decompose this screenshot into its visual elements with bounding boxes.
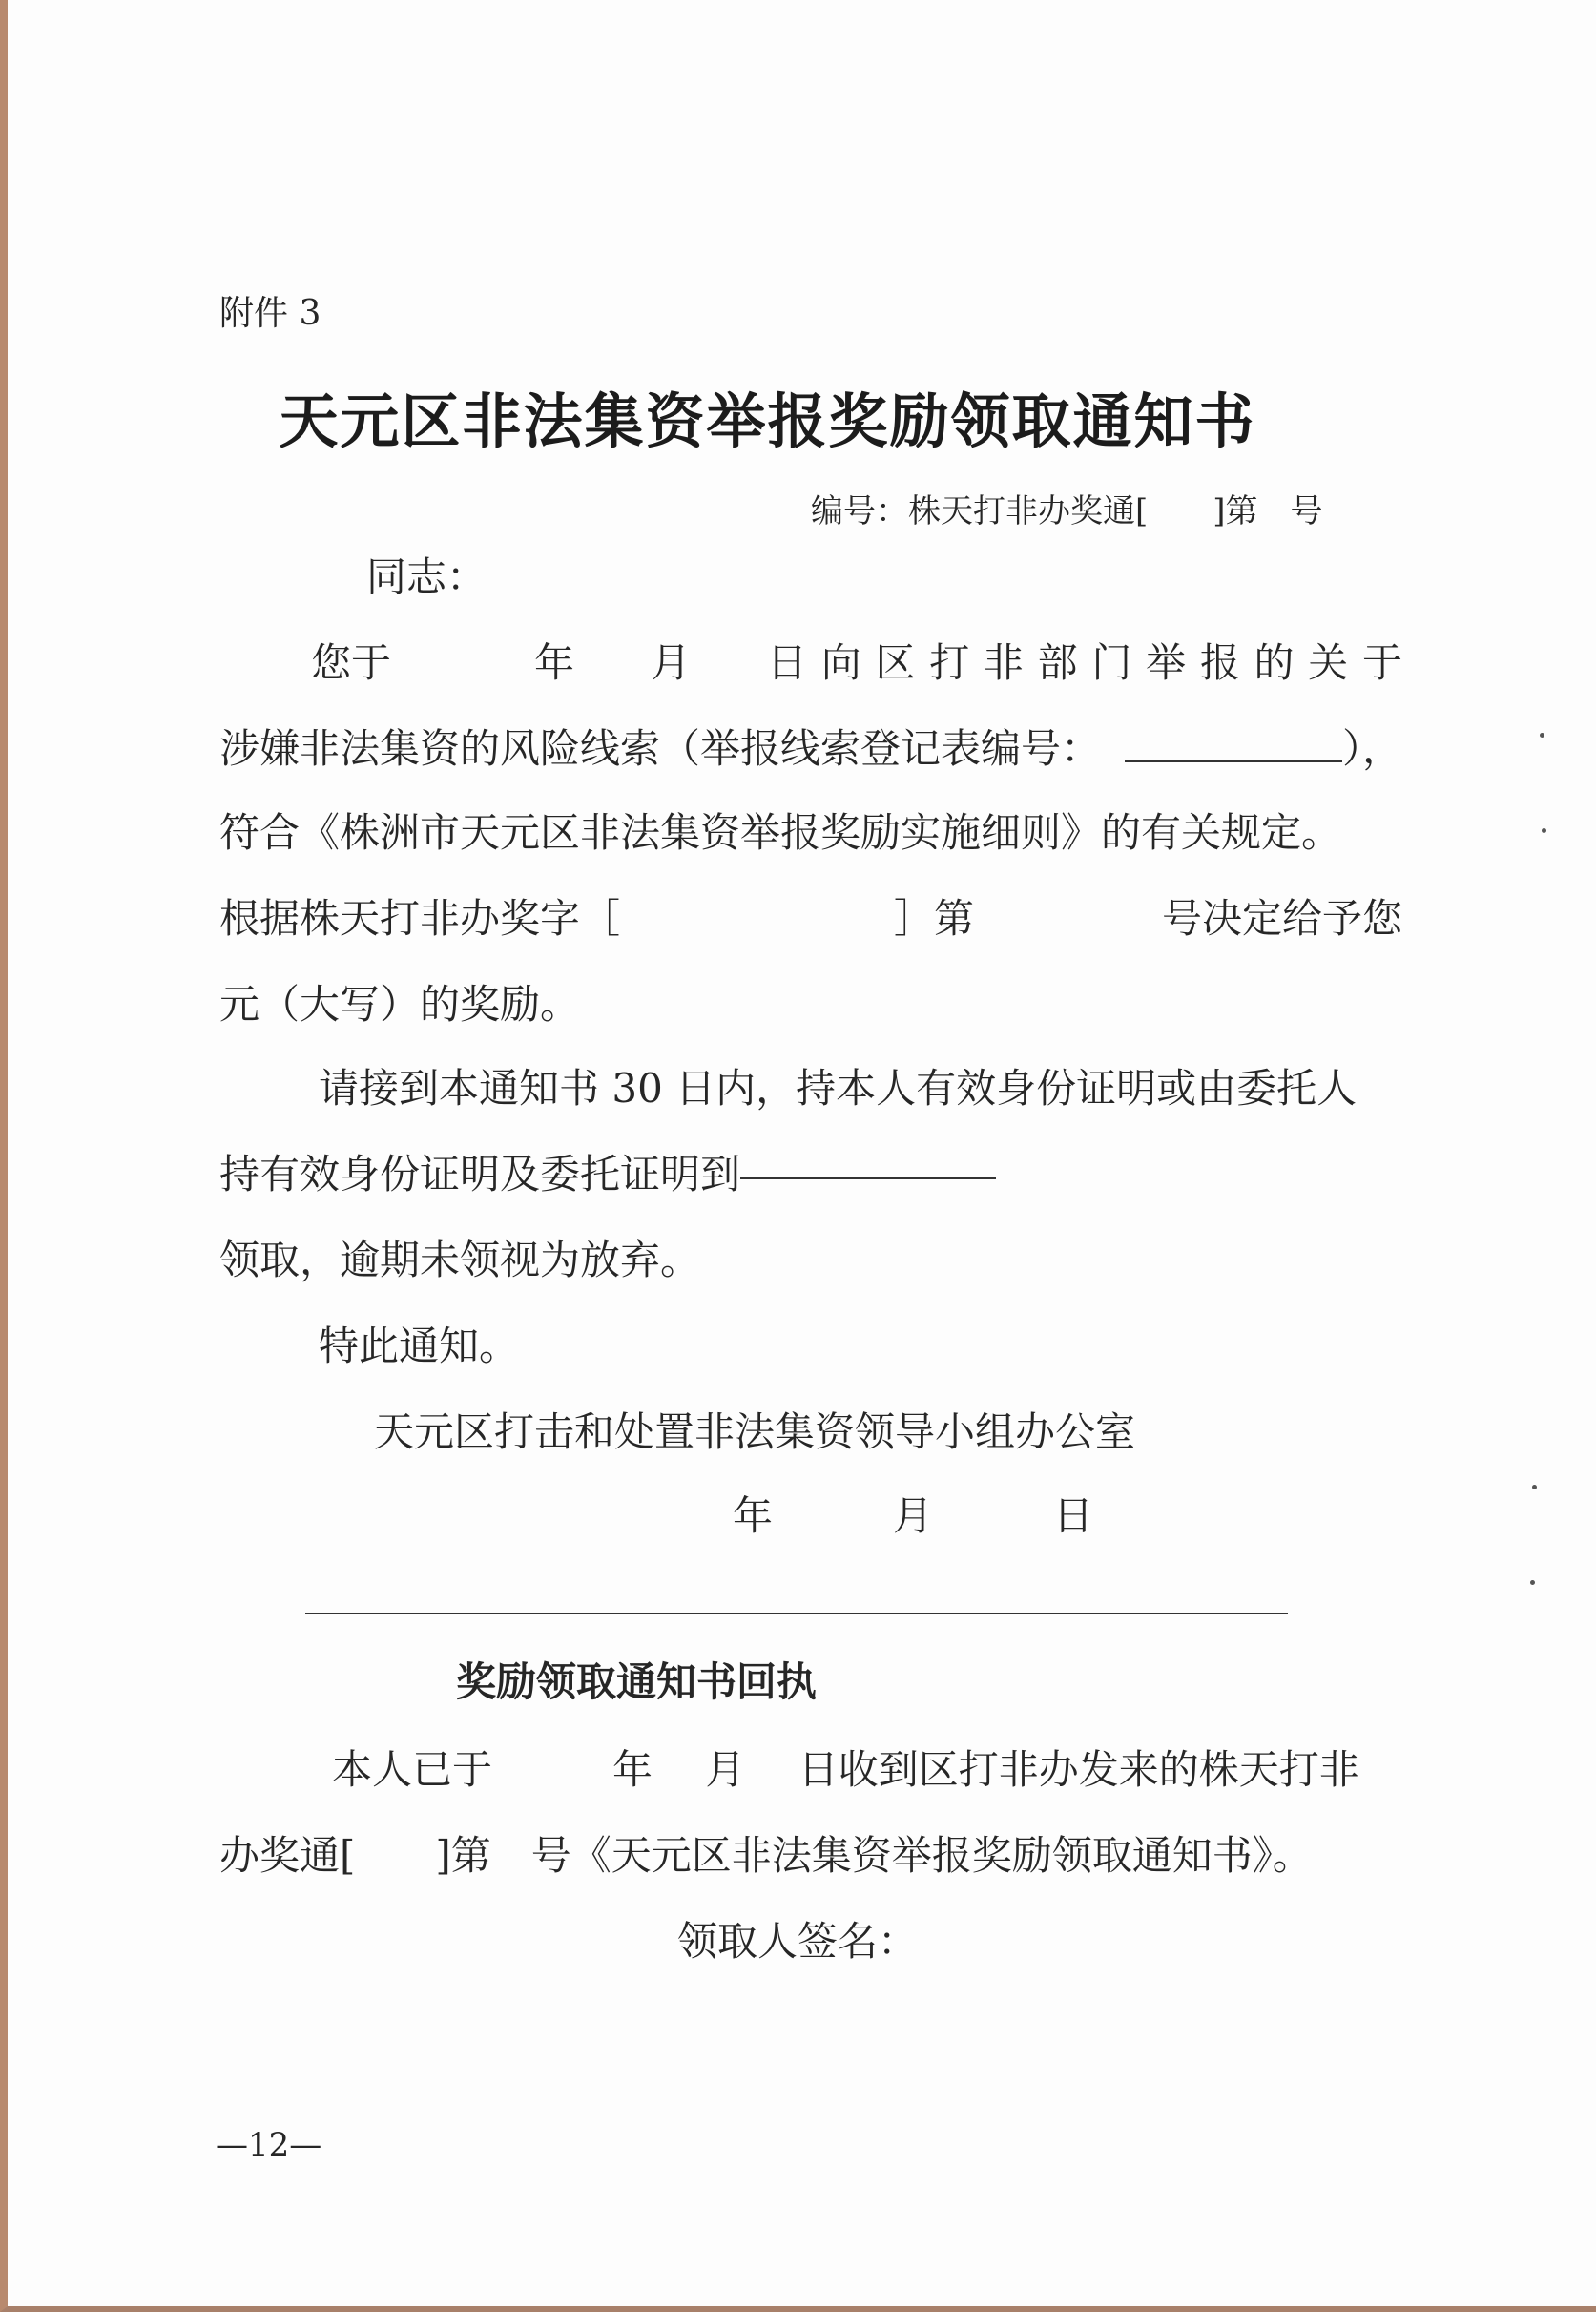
body-line-4 [219,887,1402,945]
document-title: 天元区非法集资举报奖励领取通知书 [279,386,1256,456]
body-text: 元（大写）的奖励。 [219,981,581,1028]
body-line-6 [219,1057,1402,1114]
body-text: 涉嫌非法集资的风险线索（举报线索登记表编号： [219,725,1102,772]
body-line-3 [219,802,1402,859]
body-text: 您于 [311,639,392,686]
body-text: 日向区打非部门举报的关于 [767,639,1402,686]
body-line-9 [219,1315,1402,1372]
body-line-5 [219,973,1402,1031]
page-number: —12— [216,2126,322,2164]
body-line-8 [219,1229,1402,1286]
receipt-line-2: 办奖通[ ]第 号《天元区非法集资举报奖励领取通知书》。 [219,1832,1313,1879]
scan-speck [1540,733,1544,738]
document-number: 编号：株天打非办奖通[ ]第 号 [811,492,1323,531]
receipt-title: 奖励领取通知书回执 [456,1658,818,1705]
issue-date: 年 月 日 [733,1492,1094,1539]
receipt-line-1: 本人已于 年 月 日收到区打非办发来的株天打非 [332,1746,1359,1793]
fill-in-blank [1125,726,1342,762]
recipient-signature-label: 领取人签名： [677,1918,919,1965]
scan-speck [1532,1485,1537,1489]
body-line-7 [219,1143,1402,1200]
body-text: 领取，逾期未领视为放弃。 [219,1237,701,1283]
scan-speck [1542,828,1546,833]
body-text: 号决定给予您 [1161,895,1402,942]
body-text: 月 [651,639,692,686]
body-text: 特此通知。 [319,1323,520,1369]
attachment-label: 附件 3 [219,294,321,333]
body-line-2 [219,718,1402,775]
cut-line-divider [305,1613,1288,1614]
body-text: 根据株天打非办奖字［ [219,895,621,942]
body-text: 请接到本通知书 30 日内，持本人有效身份证明或由委托人 [319,1065,1358,1112]
salutation: 同志： [366,553,487,600]
issuing-office: 天元区打击和处置非法集资领导小组办公室 [374,1408,1136,1455]
body-text: ］第 [893,895,974,942]
body-text: 持有效身份证明及委托证明到 [219,1151,741,1198]
fill-in-blank [740,1143,996,1179]
body-line-1 [219,632,1402,689]
body-text: 符合《株洲市天元区非法集资举报奖励实施细则》的有关规定。 [219,809,1342,856]
body-text: 年 [534,639,575,686]
scan-speck [1530,1580,1535,1585]
body-text: ）， [1341,725,1402,772]
